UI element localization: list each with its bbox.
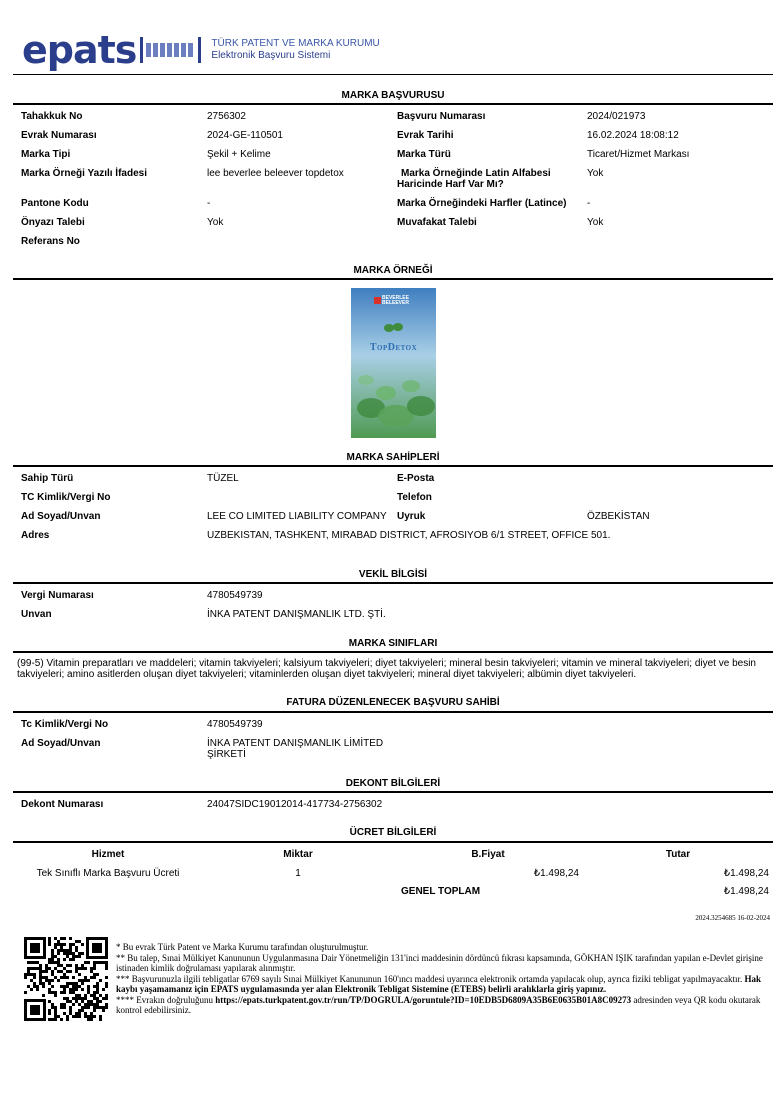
label-marka-turu: Marka Türü — [397, 149, 451, 160]
logo-org-line2: Elektronik Başvuru Sistemi — [211, 50, 331, 61]
logo-org — [211, 38, 379, 62]
footer-note-2: ** Bu talep, Sınai Mülkiyet Kanununun Uygulanmasına Dair Yönetmeliğin 131'inci maddesinin dördüncü fıkrası kapsamında, GÖKHAN IŞIK tarafından yapılan e-Devlet girişine istinaden kimlik doğrulaması yapılarak alınmıştır. — [116, 952, 763, 973]
value-marka-turu: Ticaret/Hizmet Markası — [587, 149, 690, 160]
section-title-sample: MARKA ÖRNEĞİ — [353, 265, 433, 276]
value-yazili-ifade: lee beverlee beleever topdetox — [207, 168, 344, 179]
classes-description: (99-5) Vitamin preparatları ve maddeleri; vitamin takviyeleri; kalsiyum takviyeleri; diyet takviyeleri; mineral besin takviyeleri; vitamin ve mineral takviyeleri; diyet ve besin takviyeleri; amino asitlerden oluşan diyet takviyeleri; vitaminlerden oluşan diyet takviyeleri; mineral diyet takviyeleri; albümin diyet takviyeleri. — [17, 658, 756, 680]
section-divider — [13, 582, 773, 584]
value-pantone: - — [207, 198, 211, 209]
footer-note-4 — [116, 995, 771, 1016]
value-ad-soyad: LEE CO LIMITED LIABILITY COMPANY — [207, 511, 387, 522]
value-adres: UZBEKISTAN, TASHKENT, MIRABAD DISTRICT, AFROSIYOB 6/1 STREET, OFFICE 501. — [207, 530, 611, 541]
section-divider — [13, 651, 773, 653]
value-invoice-ad-line1: İNKA PATENT DANIŞMANLIK LİMİTED — [207, 738, 384, 749]
section-divider — [13, 791, 773, 793]
label-onyazi: Önyazı Talebi — [21, 217, 85, 228]
fee-miktar: 1 — [295, 868, 301, 879]
footer-note-3 — [116, 974, 771, 995]
value-uyruk: ÖZBEKİSTAN — [587, 511, 650, 522]
value-evrak-tarih: 16.02.2024 18:08:12 — [587, 130, 679, 141]
value-vergi-no: 4780549739 — [207, 590, 263, 601]
value-tahakkuk: 2756302 — [207, 111, 246, 122]
qr-code-icon — [24, 937, 108, 1021]
label-tc-kimlik: TC Kimlik/Vergi No — [21, 492, 111, 503]
section-divider — [13, 278, 773, 280]
section-title-application: MARKA BAŞVURUSU — [341, 90, 445, 101]
label-latin-harf-line1: Marka Örneğinde Latin Alfabesi — [401, 168, 551, 179]
fee-header-hizmet: Hizmet — [91, 849, 125, 860]
section-divider — [13, 841, 773, 843]
logo-bars-icon — [140, 37, 201, 63]
label-basvuru-no: Başvuru Numarası — [397, 111, 486, 122]
label-invoice-tc: Tc Kimlik/Vergi No — [21, 719, 109, 730]
value-invoice-tc: 4780549739 — [207, 719, 263, 730]
section-divider — [13, 465, 773, 467]
sample-brand-line2: BELEEVER — [382, 300, 409, 306]
fee-bfiyat: ₺1.498,24 — [533, 868, 579, 879]
footer-note-4b: adresinden veya QR kodu okutarak kontrol edebilirsiniz. — [116, 994, 761, 1015]
fee-header-bfiyat: B.Fiyat — [471, 849, 505, 860]
footer-note-3b: Hak kaybı yaşamamanız için EPATS uygulamasında yer alan Elektronik Tebligat Sistemine (ETEBS) belirli aralıklarla giriş yapınız. — [116, 973, 761, 994]
label-telefon: Telefon — [397, 492, 432, 503]
label-marka-tipi: Marka Tipi — [21, 149, 71, 160]
label-tahakkuk: Tahakkuk No — [21, 111, 83, 122]
epats-logo — [22, 30, 380, 70]
fee-header-miktar: Miktar — [283, 849, 313, 860]
label-pantone: Pantone Kodu — [21, 198, 89, 209]
sample-brand-text — [382, 296, 409, 306]
section-title-fees: ÜCRET BİLGİLERİ — [349, 827, 437, 838]
sample-brand-line1: BEVERLEE — [382, 295, 409, 301]
value-unvan: İNKA PATENT DANIŞMANLIK LTD. ŞTİ. — [207, 609, 386, 620]
label-evrak-no: Evrak Numarası — [21, 130, 97, 141]
value-invoice-ad — [207, 738, 397, 760]
label-ad-soyad: Ad Soyad/Unvan — [21, 511, 101, 522]
label-evrak-tarih: Evrak Tarihi — [397, 130, 454, 141]
footer-note-4a: **** Evrakın doğruluğunu — [116, 994, 213, 1005]
value-harfler: - — [587, 198, 591, 209]
value-sahip-turu: TÜZEL — [207, 473, 239, 484]
fee-hizmet: Tek Sınıflı Marka Başvuru Ücreti — [36, 868, 180, 879]
label-unvan: Unvan — [21, 609, 52, 620]
verify-link[interactable]: https://epats.turkpatent.gov.tr/run/TP/DOGRULA/goruntule?ID=10EDB5D6809A35B6E0635B01A8C09273 — [215, 994, 632, 1005]
trademark-sample-image — [351, 288, 436, 438]
label-referans: Referans No — [21, 236, 80, 247]
sample-product-name: TopDetox — [369, 342, 418, 353]
section-title-receipt: DEKONT BİLGİLERİ — [345, 778, 441, 789]
value-muvafakat: Yok — [587, 217, 604, 228]
fee-tutar: ₺1.498,24 — [723, 868, 769, 879]
label-vergi-no: Vergi Numarası — [21, 590, 94, 601]
value-basvuru-no: 2024/021973 — [587, 111, 646, 122]
fee-header-tutar: Tutar — [665, 849, 691, 860]
section-title-owners: MARKA SAHİPLERİ — [346, 452, 440, 463]
logo-wordmark: epats — [22, 28, 137, 72]
label-uyruk: Uyruk — [397, 511, 426, 522]
label-adres: Adres — [21, 530, 50, 541]
value-dekont: 24047SIDC19012014-417734-2756302 — [207, 799, 383, 810]
label-sahip-turu: Sahip Türü — [21, 473, 74, 484]
value-onyazi: Yok — [207, 217, 224, 228]
value-latin-harf: Yok — [587, 168, 604, 179]
footer-notes — [116, 942, 771, 1016]
footer-note-1: * Bu evrak Türk Patent ve Marka Kurumu tarafından oluşturulmuştur. — [116, 942, 369, 952]
label-latin-harf-line2: Haricinde Harf Var Mı? — [397, 179, 504, 190]
section-title-invoice: FATURA DÜZENLENECEK BAŞVURU SAHİBİ — [286, 697, 500, 708]
section-title-agent: VEKİL BİLGİSİ — [358, 569, 428, 580]
logo-org-line1: TÜRK PATENT VE MARKA KURUMU — [211, 38, 380, 49]
label-dekont: Dekont Numarası — [21, 799, 104, 810]
value-marka-tipi: Şekil + Kelime — [207, 149, 271, 160]
label-harfler: Marka Örneğindeki Harfler (Latince) — [397, 198, 567, 209]
trademark-sample-graphic — [351, 288, 436, 438]
label-eposta: E-Posta — [397, 473, 435, 484]
section-divider — [13, 103, 773, 105]
label-latin-harf — [397, 168, 582, 190]
label-muvafakat: Muvafakat Talebi — [397, 217, 477, 228]
label-invoice-ad: Ad Soyad/Unvan — [21, 738, 101, 749]
label-yazili-ifade: Marka Örneği Yazılı İfadesi — [21, 168, 147, 179]
section-divider — [13, 711, 773, 713]
footer-note-3a: *** Başvurunuzla ilgili tebligatlar 6769 sayılı Sınai Mülkiyet Kanununun 160'ıncı maddesi uyarınca elektronik ortamda yapılacak olup, ayrıca fiziki tebligat yapılmayacaktır. — [116, 973, 743, 984]
value-evrak-no: 2024-GE-110501 — [207, 130, 283, 141]
fee-total-value: ₺1.498,24 — [723, 886, 769, 897]
document-reference: 2024.3254685 16-02-2024 — [695, 914, 770, 922]
section-title-classes: MARKA SINIFLARI — [348, 638, 438, 649]
value-invoice-ad-line2: ŞİRKETİ — [207, 749, 246, 760]
fee-total-label: GENEL TOPLAM — [401, 886, 481, 897]
header-divider — [13, 74, 773, 75]
